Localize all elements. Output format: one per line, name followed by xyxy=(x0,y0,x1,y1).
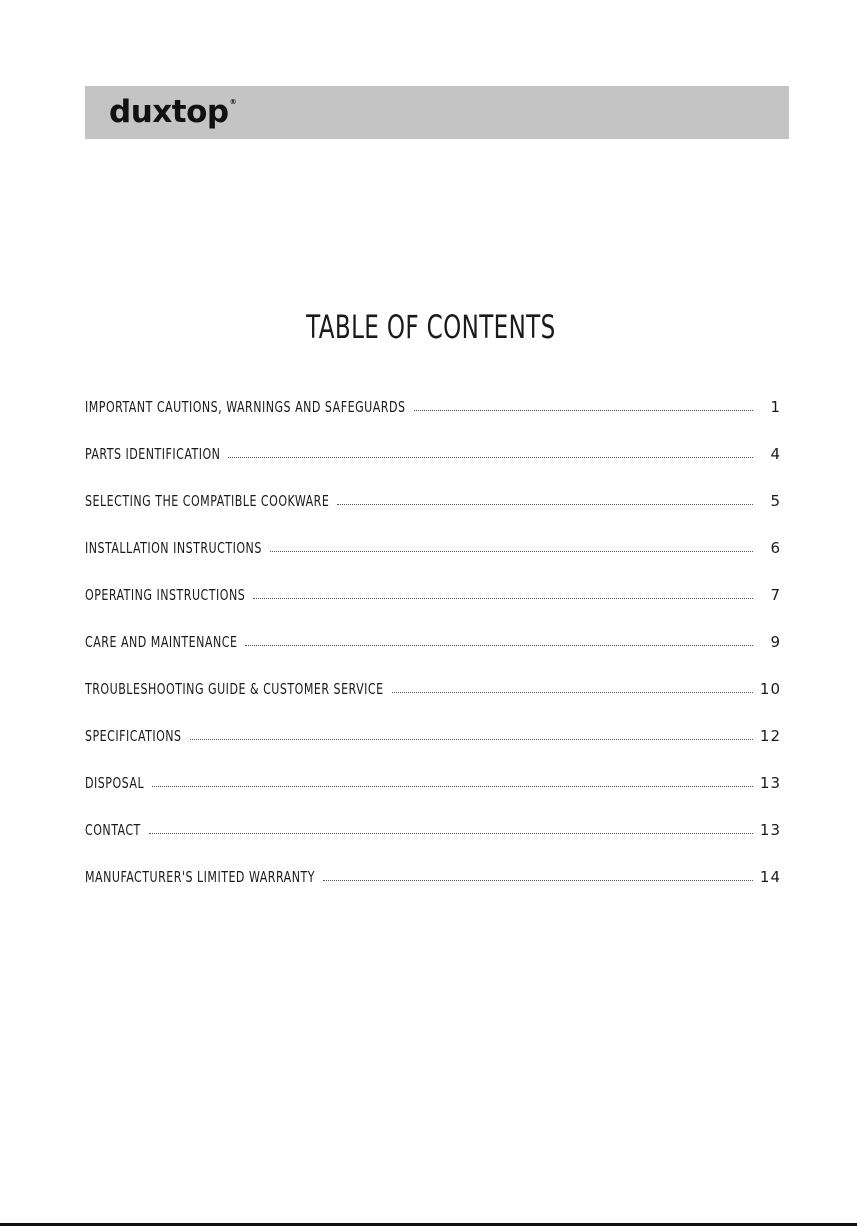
toc-entry-page: 12 xyxy=(759,727,781,745)
toc-leader-dots xyxy=(392,692,753,693)
toc-entry-page: 5 xyxy=(770,492,781,510)
toc-entry-page: 10 xyxy=(759,680,781,698)
toc-entry-page: 13 xyxy=(759,821,781,839)
duxtop-logo xyxy=(109,90,237,134)
toc-entry[interactable] xyxy=(85,537,781,584)
toc-entry-label: TROUBLESHOOTING GUIDE & CUSTOMER SERVICE xyxy=(85,680,384,698)
toc-leader-dots xyxy=(152,786,753,787)
toc-entry-page: 14 xyxy=(759,868,781,886)
toc-leader-dots xyxy=(253,598,753,599)
toc-entry-label: SPECIFICATIONS xyxy=(85,727,182,745)
toc-entry[interactable] xyxy=(85,396,781,443)
toc-entry-label: SELECTING THE COMPATIBLE COOKWARE xyxy=(85,492,330,510)
toc-leader-dots xyxy=(228,457,753,458)
toc-leader-dots xyxy=(149,833,753,834)
toc-entry-label: DISPOSAL xyxy=(85,774,145,792)
logo-text: duxtop xyxy=(109,93,229,130)
toc-entry-page: 4 xyxy=(770,445,781,463)
toc-entry-label: CARE AND MAINTENANCE xyxy=(85,633,238,651)
toc-leader-dots xyxy=(245,645,753,646)
toc-entry-page: 9 xyxy=(770,633,781,651)
toc-entry[interactable] xyxy=(85,725,781,772)
toc-leader-dots xyxy=(337,504,753,505)
toc-entry-page: 13 xyxy=(759,774,781,792)
toc-entry-page: 7 xyxy=(770,586,781,604)
toc-entry-label: PARTS IDENTIFICATION xyxy=(85,445,221,463)
toc-entry[interactable] xyxy=(85,584,781,631)
toc-entry[interactable] xyxy=(85,772,781,819)
toc-entry[interactable] xyxy=(85,819,781,866)
toc-entry-label: INSTALLATION INSTRUCTIONS xyxy=(85,539,262,557)
toc-entry[interactable] xyxy=(85,490,781,537)
toc-entry-label: MANUFACTURER'S LIMITED WARRANTY xyxy=(85,868,315,886)
toc-entry[interactable] xyxy=(85,678,781,725)
toc-leader-dots xyxy=(270,551,753,552)
page-title: TABLE OF CONTENTS xyxy=(306,308,556,346)
toc-entry[interactable] xyxy=(85,631,781,678)
toc-entry-label: OPERATING INSTRUCTIONS xyxy=(85,586,246,604)
toc-entry-page: 1 xyxy=(770,398,781,416)
registered-mark: ® xyxy=(229,98,237,106)
toc-entry-label: IMPORTANT CAUTIONS, WARNINGS AND SAFEGUARDS xyxy=(85,398,406,416)
toc-leader-dots xyxy=(190,739,753,740)
toc-entry-page: 6 xyxy=(770,539,781,557)
toc-list xyxy=(85,396,781,913)
toc-entry[interactable] xyxy=(85,443,781,490)
toc-leader-dots xyxy=(414,410,753,411)
toc-entry[interactable] xyxy=(85,866,781,913)
toc-leader-dots xyxy=(323,880,753,881)
header-bar xyxy=(85,86,789,139)
toc-entry-label: CONTACT xyxy=(85,821,141,839)
